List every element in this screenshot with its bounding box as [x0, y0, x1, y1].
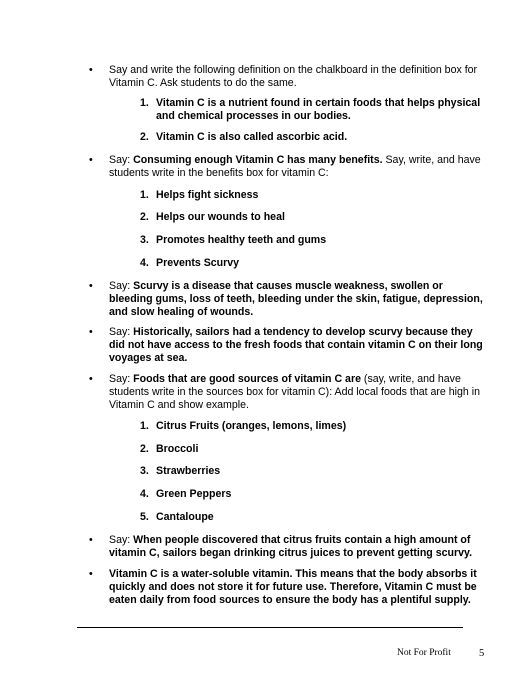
item-text: Strawberries — [156, 465, 221, 477]
bullet-marker: • — [89, 568, 93, 580]
bold-statement: Vitamin C is a water-soluble vitamin. This means that the body absorbs it quickly and does not store it for future use. Therefore, Vitamin C must be eaten daily from food sources to ensure the body has a plentiful supply. — [109, 568, 477, 606]
bullet-text: Say and write the following definition on the chalkboard in the definition box for Vitamin C. Ask students to do the same. — [109, 64, 478, 89]
item-number: 5. — [140, 511, 149, 523]
say-lead: Say: — [109, 154, 134, 166]
instruction-text: (say, write, and have students write in the sources box for vitamin C): Add local foods that are high in Vitamin C and show example. — [109, 373, 480, 411]
item-text: Promotes healthy teeth and gums — [156, 234, 327, 246]
item-number: 2. — [140, 131, 149, 143]
definition-item — [140, 131, 485, 144]
item-number: 2. — [140, 443, 149, 455]
bullet-item — [89, 154, 484, 180]
say-lead: Say: — [109, 326, 134, 338]
bullet-marker: • — [89, 534, 93, 546]
bullet-text — [109, 373, 484, 411]
bold-statement: Historically, sailors had a tendency to develop scurvy because they did not have access to the fresh foods that contain vitamin C on their long voyages at sea. — [109, 326, 483, 364]
page-number: 5 — [479, 648, 485, 659]
bullet-item — [89, 280, 484, 318]
benefit-item — [140, 257, 485, 270]
bullet-item — [89, 64, 484, 90]
bold-statement: Consuming enough Vitamin C has many benefits. — [133, 154, 383, 166]
bullet-item — [89, 534, 484, 560]
item-text: Vitamin C is also called ascorbic acid. — [156, 131, 348, 143]
benefit-item — [140, 234, 485, 247]
say-lead: Say: — [109, 280, 134, 292]
benefit-item — [140, 211, 485, 224]
instruction-text: Say, write, and have students write in the benefits box for vitamin C: — [109, 154, 481, 179]
bold-statement: Foods that are good sources of vitamin C are — [133, 373, 361, 385]
item-number: 1. — [140, 189, 149, 201]
bullet-item — [89, 568, 484, 606]
item-number: 4. — [140, 488, 149, 500]
item-text: Citrus Fruits (oranges, lemons, limes) — [156, 420, 347, 432]
item-text: Green Peppers — [156, 488, 232, 500]
item-number: 3. — [140, 465, 149, 477]
benefit-item — [140, 189, 485, 202]
bullet-item — [89, 373, 484, 411]
footer-rule — [77, 627, 463, 628]
source-item — [140, 511, 485, 524]
item-number: 3. — [140, 234, 149, 246]
definition-item — [140, 97, 485, 123]
item-number: 2. — [140, 211, 149, 223]
source-item — [140, 443, 485, 456]
bullet-marker: • — [89, 154, 93, 166]
bullet-text — [109, 326, 484, 364]
item-number: 1. — [140, 420, 149, 432]
source-item — [140, 465, 485, 478]
item-text: Prevents Scurvy — [156, 257, 240, 269]
say-lead: Say: — [109, 534, 134, 546]
item-number: 1. — [140, 97, 149, 109]
bullet-text — [109, 280, 484, 318]
say-lead: Say: — [109, 373, 134, 385]
bold-statement: When people discovered that citrus fruits contain a high amount of vitamin C, sailors began drinking citrus juices to prevent getting scurvy. — [109, 534, 473, 559]
bullet-text — [109, 154, 484, 180]
item-number: 4. — [140, 257, 149, 269]
item-text: Cantaloupe — [156, 511, 214, 523]
item-text: Helps fight sickness — [156, 189, 259, 201]
bullet-text — [109, 534, 484, 560]
source-item — [140, 488, 485, 501]
footer-note: Not For Profit — [397, 648, 451, 658]
source-item — [140, 420, 485, 433]
item-text: Vitamin C is a nutrient found in certain foods that helps physical and chemical processes in our bodies. — [156, 97, 481, 122]
bold-statement: Scurvy is a disease that causes muscle weakness, swollen or bleeding gums, loss of teeth, bleeding under the skin, fatigue, depression, and slow healing of wounds. — [109, 280, 483, 318]
bullet-marker: • — [89, 373, 93, 385]
bullet-marker: • — [89, 326, 93, 338]
bullet-marker: • — [89, 280, 93, 292]
bullet-marker: • — [89, 64, 93, 76]
bullet-item — [89, 326, 484, 364]
item-text: Broccoli — [156, 443, 199, 455]
item-text: Helps our wounds to heal — [156, 211, 285, 223]
